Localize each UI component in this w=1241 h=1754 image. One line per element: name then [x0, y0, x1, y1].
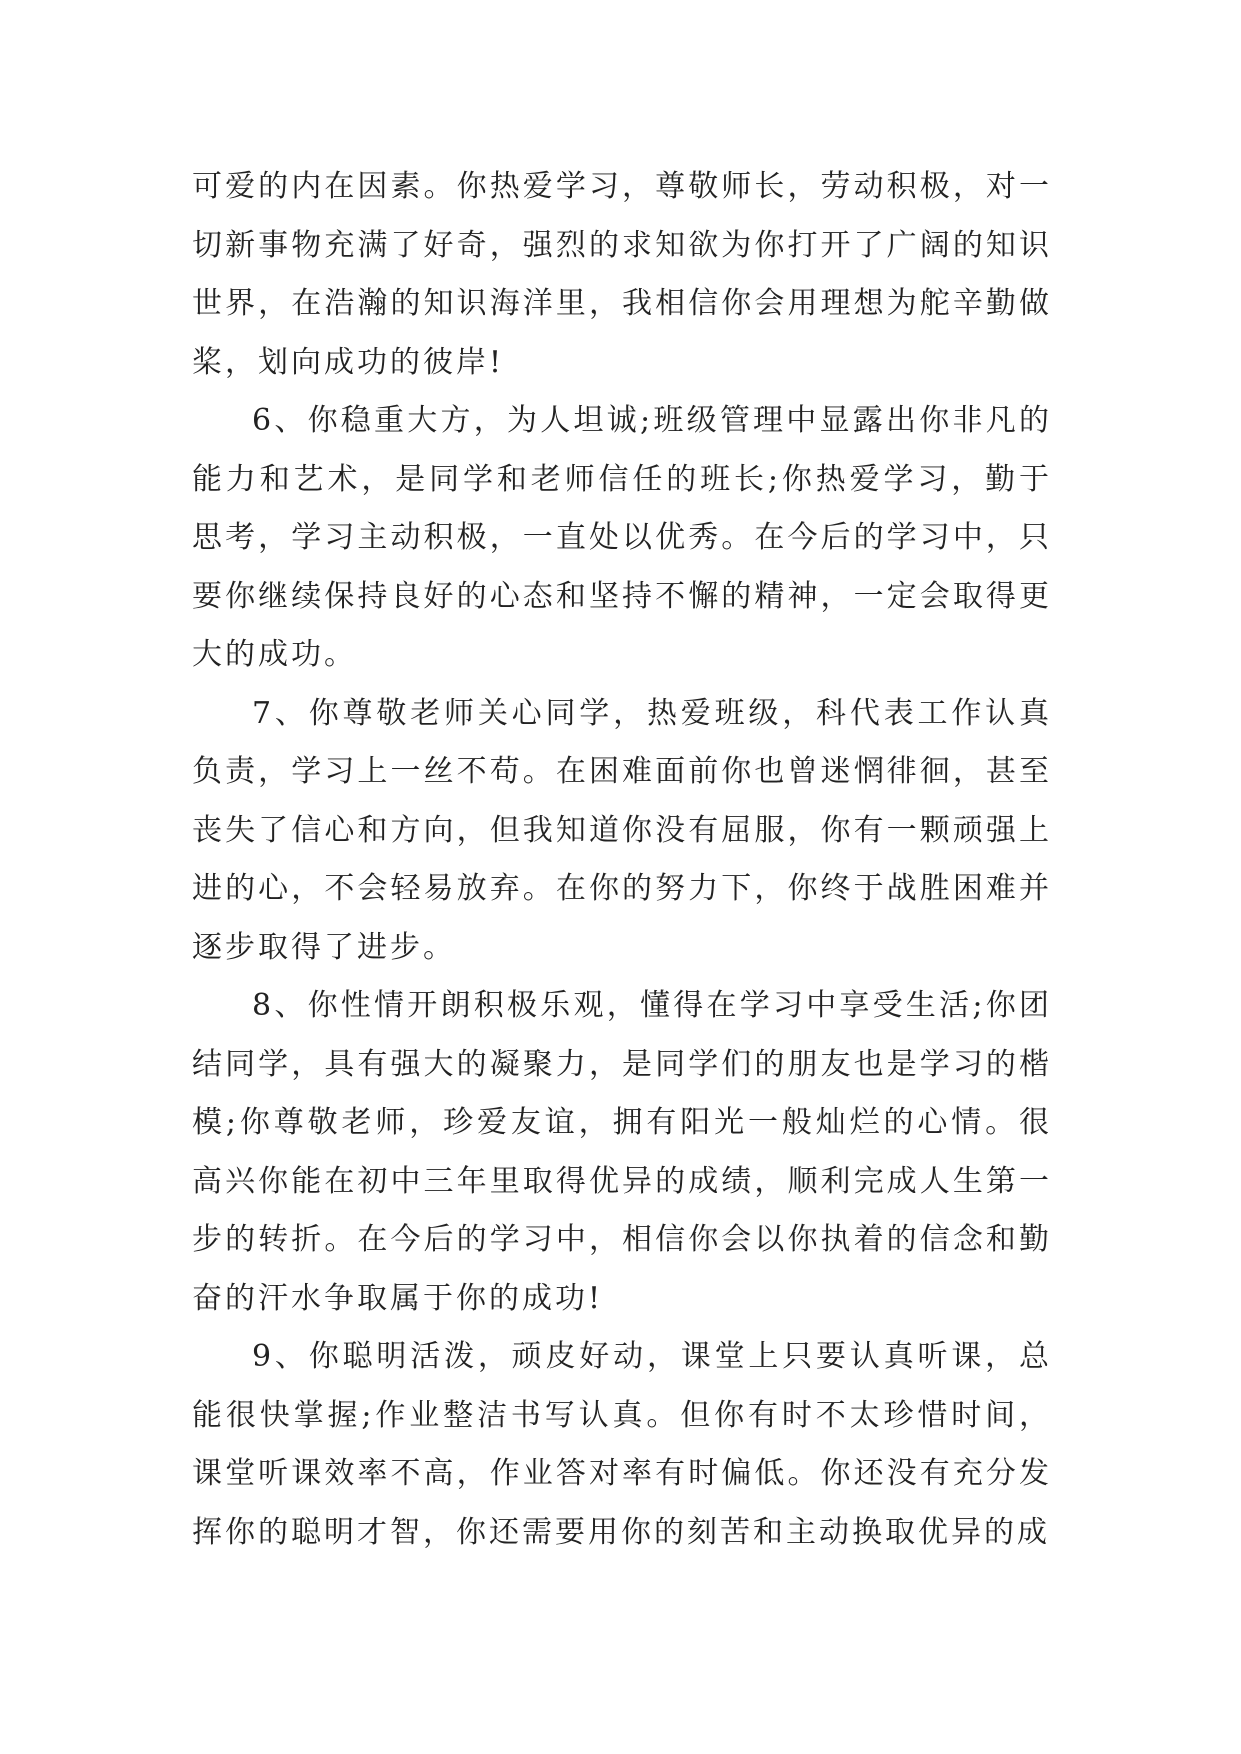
paragraph-item-8: 8、你性情开朗积极乐观，懂得在学习中享受生活;你团结同学，具有强大的凝聚力，是同学们的朋友也是学习的楷模;你尊敬老师，珍爱友谊，拥有阳光一般灿烂的心情。很高兴你能在初中三年里取得优异的成绩，顺利完成人生第一步的转折。在今后的学习中，相信你会以你执着的信念和勤奋的汗水争取属于你的成功!	[192, 988, 1052, 1316]
paragraph-continuation: 可爱的内在因素。你热爱学习，尊敬师长，劳动积极，对一切新事物充满了好奇，强烈的求知欲为你打开了广阔的知识世界，在浩瀚的知识海洋里，我相信你会用理想为舵辛勤做桨，划向成功的彼岸!	[192, 169, 1052, 380]
paragraph-item-9: 9、你聪明活泼，顽皮好动，课堂上只要认真听课，总能很快掌握;作业整洁书写认真。但你有时不太珍惜时间，课堂听课效率不高，作业答对率有时偏低。你还没有充分发挥你的聪明才智，你还需要用你的刻苦和主动换取优异的成	[192, 1339, 1052, 1550]
paragraph-item-6: 6、你稳重大方，为人坦诚;班级管理中显露出你非凡的能力和艺术，是同学和老师信任的班长;你热爱学习，勤于思考，学习主动积极，一直处以优秀。在今后的学习中，只要你继续保持良好的心态和坚持不懈的精神，一定会取得更大的成功。	[192, 403, 1052, 672]
document-body	[192, 158, 1052, 1562]
paragraph-item-7: 7、你尊敬老师关心同学，热爱班级，科代表工作认真负责，学习上一丝不苟。在困难面前你也曾迷惘徘徊，甚至丧失了信心和方向，但我知道你没有屈服，你有一颗顽强上进的心，不会轻易放弃。在你的努力下，你终于战胜困难并逐步取得了进步。	[192, 695, 1052, 965]
